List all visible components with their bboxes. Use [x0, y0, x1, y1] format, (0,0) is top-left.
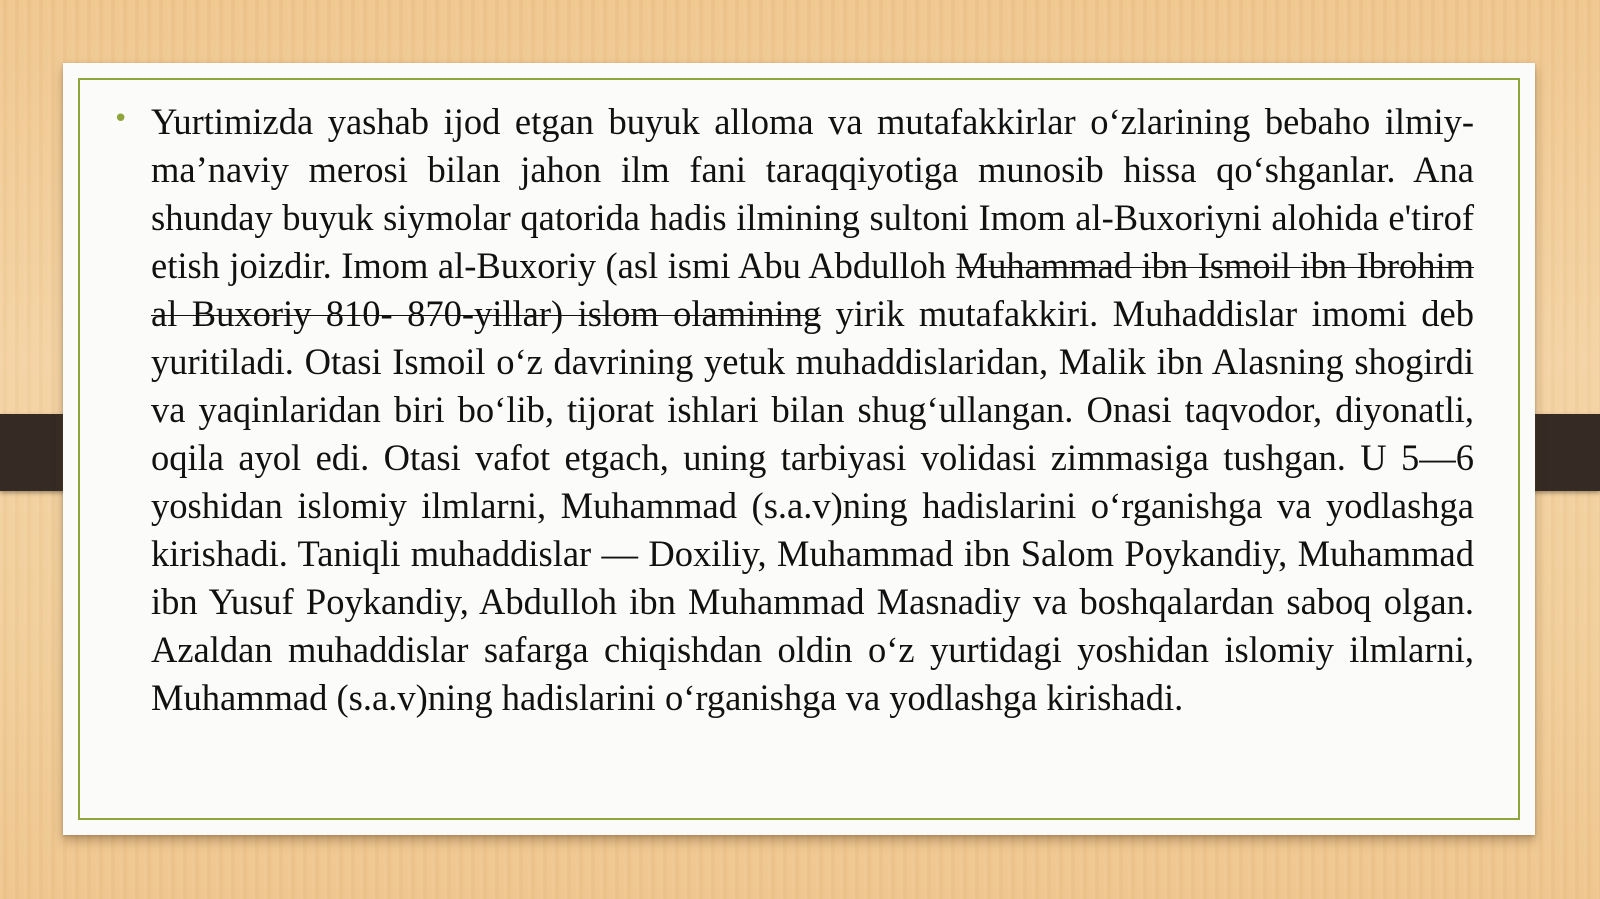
slide-card [63, 63, 1535, 835]
bullet-icon: • [113, 104, 129, 134]
paragraph-text-end: yirik mutafakkiri. Muhaddislar imomi deb yuritiladi. Otasi Ismoil o‘z davrining yetuk muhaddislaridan, Malik ibn Alasning shogirdi va yaqinlaridan biri bo‘lib, tijorat ishlari bilan shug‘ullangan. Onasi taqvodor, diyonatli, oqila ayol edi. Otasi vafot etgach, uning tarbiyasi volidasi zimmasiga tushgan. U 5—6 yoshidan islomiy ilmlarni, Muhammad (s.a.v)ning hadislarini o‘rganishga va yodlashga kirishadi. Taniqli muhaddislar — Doxiliy, Muhammad ibn Salom Poykandiy, Muhammad ibn Yusuf Poykandiy, Abdulloh ibn Muhammad Masnadiy va boshqalardan saboq olgan. Azaldan muhaddislar safarga chiqishdan oldin o‘z yurtidagi yoshidan islomiy ilmlarni, Muhammad (s.a.v)ning hadislarini o‘rganishga va yodlashga kirishadi. [151, 293, 1474, 718]
slide-content [113, 98, 1475, 722]
paragraph-struck-text: Muhammad ibn Ismoil ibn Ibrohim al Buxoriy 810- 870-yillar) islom olamining [151, 245, 1475, 334]
body-paragraph [151, 98, 1474, 722]
paragraph-text-start: Yurtimizda yashab ijod etgan buyuk alloma va mutafakkirlar o‘zlarining bebaho ilmiy-ma’naviy merosi bilan jahon ilm fani taraqqiyotiga munosib hissa qo‘shganlar. Ana shunday buyuk siymolar qatorida hadis ilmining sultoni Imom al-Buxoriyni alohida e'tirof etish joizdir. Imom al-Buxoriy (asl ismi Abu Abdulloh [151, 101, 1474, 286]
